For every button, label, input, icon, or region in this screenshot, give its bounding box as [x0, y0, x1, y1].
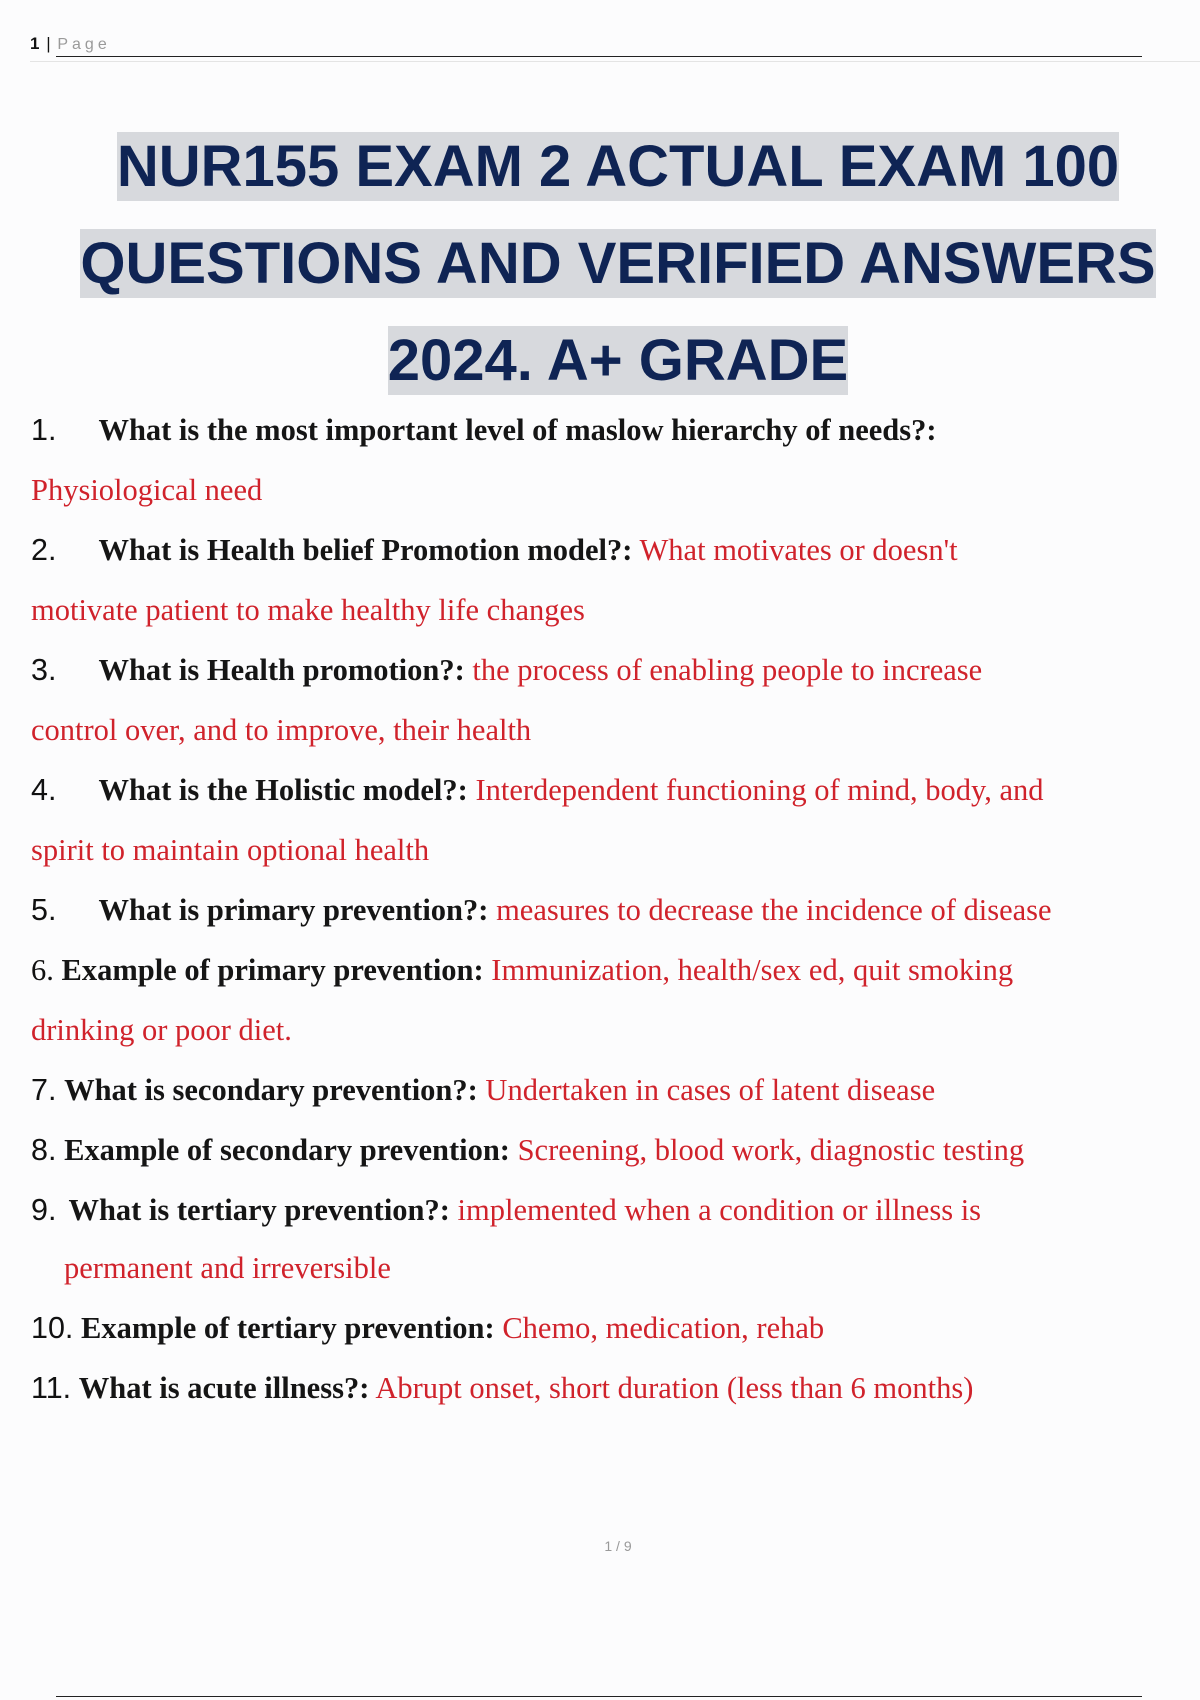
header-separator: |: [46, 34, 51, 53]
item-question: What is Health belief Promotion model?:: [98, 533, 633, 567]
item-answer: Physiological need: [31, 473, 263, 507]
item-number: 10.: [31, 1311, 74, 1345]
item-number: 9.: [31, 1193, 57, 1227]
item-question: What is primary prevention?:: [98, 893, 489, 927]
item-answer: Chemo, medication, rehab: [502, 1311, 825, 1345]
title-line-3: 2024. A+ GRADE: [387, 328, 849, 393]
title-line-1: NUR155 EXAM 2 ACTUAL EXAM 100: [116, 134, 1120, 199]
list-item: [31, 880, 1052, 940]
item-question: Example of tertiary prevention:: [81, 1311, 495, 1345]
item-answer: Abrupt onset, short duration (less than 6 months): [375, 1371, 974, 1405]
item-number: 3.: [31, 653, 57, 687]
item-number: 6.: [31, 953, 54, 987]
item-answer-continued: permanent and irreversible: [64, 1251, 391, 1285]
document-title: [0, 118, 1200, 409]
item-answer: Screening, blood work, diagnostic testing: [517, 1133, 1025, 1167]
item-number: 5.: [31, 893, 57, 927]
list-item: [31, 1180, 981, 1240]
item-answer: What motivates or doesn't: [639, 533, 958, 567]
item-question: What is tertiary prevention?:: [68, 1193, 450, 1227]
page-header: [30, 34, 1142, 58]
list-item-continuation: [31, 580, 585, 640]
item-answer: the process of enabling people to increase: [472, 653, 983, 687]
list-item: [31, 1298, 824, 1358]
item-number: 8.: [31, 1133, 57, 1167]
list-item: [31, 1060, 935, 1120]
header-page-word: Page: [57, 36, 111, 53]
item-question: What is Health promotion?:: [98, 653, 465, 687]
list-item: [31, 940, 1013, 1000]
item-answer: Immunization, health/sex ed, quit smoking: [491, 953, 1014, 987]
list-item-continuation: [64, 1238, 391, 1298]
item-answer: measures to decrease the incidence of disease: [496, 893, 1052, 927]
list-item: [31, 640, 982, 700]
item-answer-continued: drinking or poor diet.: [31, 1013, 292, 1047]
item-question: What is acute illness?:: [78, 1371, 370, 1405]
item-question: Example of secondary prevention:: [64, 1133, 510, 1167]
item-number: 4.: [31, 773, 57, 807]
page-indicator: 1 / 9: [604, 1538, 632, 1554]
item-question: Example of primary prevention:: [61, 953, 484, 987]
list-item-continuation: [31, 460, 262, 520]
header-divider: [30, 61, 1200, 62]
item-question: What is the most important level of maslow hierarchy of needs?:: [98, 413, 937, 447]
list-item: [31, 1120, 1024, 1180]
item-answer: Undertaken in cases of latent disease: [485, 1073, 936, 1107]
item-answer: implemented when a condition or illness is: [457, 1193, 982, 1227]
item-number: 1.: [31, 413, 57, 447]
item-number: 7.: [31, 1073, 57, 1107]
list-item-continuation: [31, 1000, 292, 1060]
item-answer-continued: control over, and to improve, their health: [31, 713, 532, 747]
list-item-continuation: [31, 820, 429, 880]
item-answer-continued: spirit to maintain optional health: [31, 833, 430, 867]
list-item: [31, 520, 958, 580]
item-question: What is secondary prevention?:: [64, 1073, 478, 1107]
item-answer: Interdependent functioning of mind, body, and: [475, 773, 1044, 807]
header-rule: [56, 56, 1142, 57]
header-page-number: 1: [30, 34, 40, 53]
footer-rule: [56, 1696, 1142, 1697]
list-item-continuation: [31, 700, 531, 760]
item-number: 11.: [31, 1371, 72, 1405]
title-line-2: QUESTIONS AND VERIFIED ANSWERS: [80, 231, 1156, 296]
item-number: 2.: [31, 533, 57, 567]
item-answer-continued: motivate patient to make healthy life changes: [31, 593, 585, 627]
list-item: [31, 760, 1044, 820]
item-question: What is the Holistic model?:: [98, 773, 468, 807]
list-item: [31, 1358, 973, 1418]
list-item: [31, 400, 937, 460]
